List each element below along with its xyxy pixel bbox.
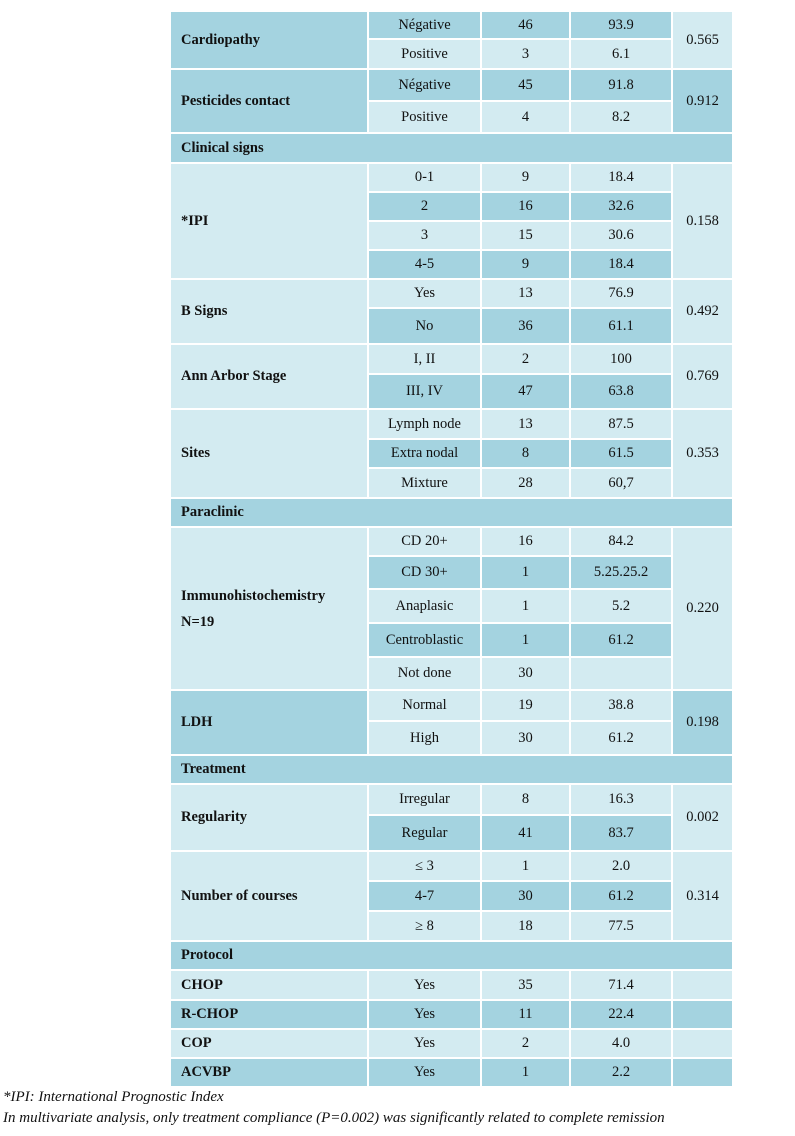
count-cell: 1 [481, 1058, 570, 1087]
category-cell: Lymph node [368, 409, 481, 439]
p-value-cell: 0.314 [672, 851, 733, 941]
category-cell: Yes [368, 970, 481, 1000]
p-value-cell [672, 1000, 733, 1029]
p-value-cell: 0.912 [672, 69, 733, 133]
percent-cell: 5.2 [570, 589, 672, 623]
percent-cell: 77.5 [570, 911, 672, 941]
category-cell: I, II [368, 344, 481, 374]
count-cell: 1 [481, 851, 570, 881]
section-header: Treatment [170, 755, 733, 784]
count-cell: 16 [481, 527, 570, 556]
category-cell: Yes [368, 1058, 481, 1087]
category-cell: 4-5 [368, 250, 481, 279]
variable-cell: Sites [170, 409, 368, 498]
percent-cell: 2.0 [570, 851, 672, 881]
p-value-cell: 0.353 [672, 409, 733, 498]
table-row [170, 851, 733, 881]
count-cell: 47 [481, 374, 570, 409]
category-cell: Négative [368, 11, 481, 39]
table-row [170, 69, 733, 101]
p-value-cell: 0.198 [672, 690, 733, 755]
table-row [170, 344, 733, 374]
table-row [170, 527, 733, 556]
variable-cell: CHOP [170, 970, 368, 1000]
category-cell: 3 [368, 221, 481, 250]
footnote-multivariate: In multivariate analysis, only treatment compliance (P=0.002) was significantly related to complete remission [3, 1110, 665, 1126]
variable-cell: *IPI [170, 163, 368, 279]
variable-cell: Cardiopathy [170, 11, 368, 69]
count-cell: 36 [481, 308, 570, 344]
table-row [170, 690, 733, 721]
percent-cell: 60,7 [570, 468, 672, 498]
percent-cell: 93.9 [570, 11, 672, 39]
category-cell: Négative [368, 69, 481, 101]
p-value-cell: 0.565 [672, 11, 733, 69]
count-cell: 30 [481, 721, 570, 755]
count-cell: 19 [481, 690, 570, 721]
percent-cell: 5.25.25.2 [570, 556, 672, 589]
table-row [170, 409, 733, 439]
percent-cell: 83.7 [570, 815, 672, 851]
percent-cell: 61.2 [570, 623, 672, 657]
category-cell: Not done [368, 657, 481, 690]
table-row [170, 784, 733, 815]
section-header: Protocol [170, 941, 733, 970]
table-row [170, 279, 733, 308]
percent-cell: 71.4 [570, 970, 672, 1000]
section-header-row [170, 941, 733, 970]
category-cell: Normal [368, 690, 481, 721]
percent-cell: 30.6 [570, 221, 672, 250]
category-cell: 0-1 [368, 163, 481, 192]
table-row [170, 1058, 733, 1087]
p-value-cell: 0.492 [672, 279, 733, 344]
count-cell: 3 [481, 39, 570, 69]
variable-cell: LDH [170, 690, 368, 755]
category-cell: Irregular [368, 784, 481, 815]
count-cell: 1 [481, 589, 570, 623]
count-cell: 9 [481, 250, 570, 279]
percent-cell: 63.8 [570, 374, 672, 409]
percent-cell: 76.9 [570, 279, 672, 308]
percent-cell: 100 [570, 344, 672, 374]
percent-cell [570, 657, 672, 690]
variable-cell: Pesticides contact [170, 69, 368, 133]
variable-cell: R-CHOP [170, 1000, 368, 1029]
section-header-row [170, 498, 733, 527]
percent-cell: 18.4 [570, 163, 672, 192]
count-cell: 13 [481, 279, 570, 308]
category-cell: No [368, 308, 481, 344]
p-value-cell [672, 970, 733, 1000]
category-cell: CD 20+ [368, 527, 481, 556]
variable-cell: B Signs [170, 279, 368, 344]
category-cell: Yes [368, 1000, 481, 1029]
percent-cell: 61.2 [570, 721, 672, 755]
p-value-cell [672, 1058, 733, 1087]
table-row [170, 970, 733, 1000]
count-cell: 15 [481, 221, 570, 250]
category-cell: 4-7 [368, 881, 481, 911]
category-cell: Positive [368, 39, 481, 69]
p-value-cell: 0.158 [672, 163, 733, 279]
variable-label-line: Immunohistochemistry [181, 587, 326, 604]
percent-cell: 18.4 [570, 250, 672, 279]
variable-label-line: N=19 [181, 613, 215, 630]
category-cell: CD 30+ [368, 556, 481, 589]
count-cell: 8 [481, 784, 570, 815]
category-cell: Extra nodal [368, 439, 481, 468]
category-cell: Yes [368, 279, 481, 308]
section-header: Paraclinic [170, 498, 733, 527]
count-cell: 35 [481, 970, 570, 1000]
count-cell: 45 [481, 69, 570, 101]
section-header: Clinical signs [170, 133, 733, 163]
category-cell: Anaplasic [368, 589, 481, 623]
count-cell: 2 [481, 1029, 570, 1058]
percent-cell: 38.8 [570, 690, 672, 721]
count-cell: 8 [481, 439, 570, 468]
count-cell: 30 [481, 881, 570, 911]
table-row [170, 163, 733, 192]
category-cell: III, IV [368, 374, 481, 409]
count-cell: 9 [481, 163, 570, 192]
percent-cell: 32.6 [570, 192, 672, 221]
p-value-cell: 0.002 [672, 784, 733, 851]
p-value-cell [672, 1029, 733, 1058]
variable-cell [170, 527, 368, 690]
section-header-row [170, 755, 733, 784]
percent-cell: 87.5 [570, 409, 672, 439]
results-table [169, 10, 734, 1088]
variable-cell: Number of courses [170, 851, 368, 941]
percent-cell: 84.2 [570, 527, 672, 556]
count-cell: 30 [481, 657, 570, 690]
category-cell: Positive [368, 101, 481, 133]
count-cell: 11 [481, 1000, 570, 1029]
variable-cell: COP [170, 1029, 368, 1058]
category-cell: High [368, 721, 481, 755]
count-cell: 2 [481, 344, 570, 374]
count-cell: 16 [481, 192, 570, 221]
count-cell: 18 [481, 911, 570, 941]
category-cell: Centroblastic [368, 623, 481, 657]
percent-cell: 16.3 [570, 784, 672, 815]
percent-cell: 2.2 [570, 1058, 672, 1087]
percent-cell: 61.5 [570, 439, 672, 468]
count-cell: 41 [481, 815, 570, 851]
category-cell: Mixture [368, 468, 481, 498]
footnote-ipi: *IPI: International Prognostic Index [3, 1089, 224, 1105]
variable-cell: Regularity [170, 784, 368, 851]
variable-cell: ACVBP [170, 1058, 368, 1087]
category-cell: 2 [368, 192, 481, 221]
p-value-cell: 0.769 [672, 344, 733, 409]
table-row [170, 1000, 733, 1029]
percent-cell: 91.8 [570, 69, 672, 101]
category-cell: Regular [368, 815, 481, 851]
percent-cell: 6.1 [570, 39, 672, 69]
percent-cell: 22.4 [570, 1000, 672, 1029]
count-cell: 46 [481, 11, 570, 39]
category-cell: ≥ 8 [368, 911, 481, 941]
category-cell: Yes [368, 1029, 481, 1058]
table-row [170, 11, 733, 39]
variable-cell: Ann Arbor Stage [170, 344, 368, 409]
percent-cell: 4.0 [570, 1029, 672, 1058]
count-cell: 13 [481, 409, 570, 439]
percent-cell: 8.2 [570, 101, 672, 133]
table-row [170, 1029, 733, 1058]
section-header-row [170, 133, 733, 163]
count-cell: 28 [481, 468, 570, 498]
count-cell: 1 [481, 623, 570, 657]
category-cell: ≤ 3 [368, 851, 481, 881]
count-cell: 4 [481, 101, 570, 133]
count-cell: 1 [481, 556, 570, 589]
percent-cell: 61.1 [570, 308, 672, 344]
percent-cell: 61.2 [570, 881, 672, 911]
p-value-cell: 0.220 [672, 527, 733, 690]
